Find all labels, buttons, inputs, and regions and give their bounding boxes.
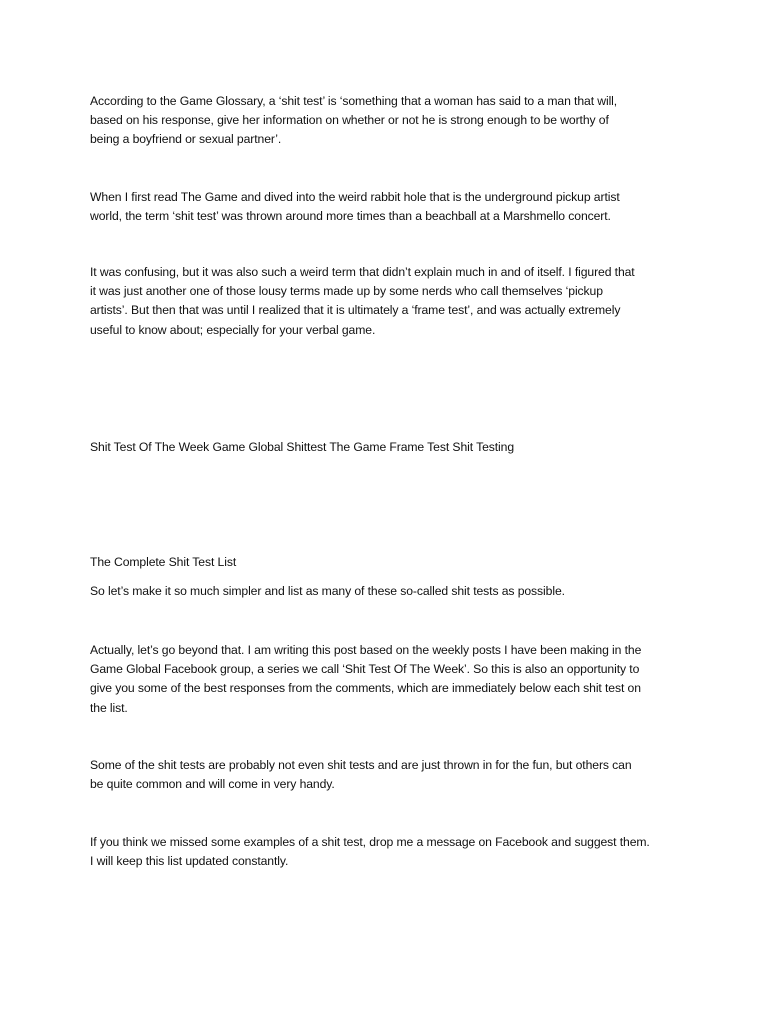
text-line: the list. — [90, 700, 128, 715]
paragraph-confusing-term — [90, 263, 690, 340]
text-line: it was just another one of those lousy terms made up by some nerds who call themselves ‘pickup — [90, 284, 603, 299]
text-line: Shit Test Of The Week Game Global Shittest The Game Frame Test Shit Testing — [90, 440, 514, 454]
paragraph-go-beyond — [90, 641, 690, 718]
text-line: Some of the shit tests are probably not even shit tests and are just thrown in for the fun, but others can — [90, 758, 632, 772]
section-heading — [90, 553, 690, 572]
text-line: world, the term ‘shit test’ was thrown around more times than a beachball at a Marshmello concert. — [90, 209, 611, 224]
paragraph-glossary-definition — [90, 92, 690, 150]
text-line: artists’. But then that was until I realized that it is ultimately a ‘frame test’, and was actually extremely — [90, 303, 621, 318]
paragraph-make-simpler — [90, 582, 690, 601]
tags-line — [90, 438, 690, 457]
text-line: based on his response, give her information on whether or not he is strong enough to be worthy of — [90, 113, 609, 128]
text-line: So let’s make it so much simpler and list as many of these so-called shit tests as possible. — [90, 584, 565, 598]
text-line: Actually, let’s go beyond that. I am writing this post based on the weekly posts I have been making in the — [90, 643, 642, 657]
text-line: be quite common and will come in very handy. — [90, 777, 335, 792]
text-line: It was confusing, but it was also such a weird term that didn’t explain much in and of itself. I figured that — [90, 265, 635, 279]
text-line: When I first read The Game and dived into the weird rabbit hole that is the underground pickup artist — [90, 190, 620, 204]
paragraph-missed-examples — [90, 833, 690, 871]
text-line: According to the Game Glossary, a ‘shit test’ is ‘something that a woman has said to a man that will, — [90, 94, 618, 108]
text-line: give you some of the best responses from the comments, which are immediately below each shit test on — [90, 681, 641, 696]
text-line: If you think we missed some examples of a shit test, drop me a message on Facebook and suggest them. — [90, 835, 650, 849]
paragraph-first-read — [90, 188, 690, 226]
text-line: I will keep this list updated constantly. — [90, 854, 289, 869]
text-line: Game Global Facebook group, a series we call ‘Shit Test Of The Week’. So this is also an opportunity to — [90, 662, 640, 677]
text-line: The Complete Shit Test List — [90, 555, 237, 569]
text-line: useful to know about; especially for your verbal game. — [90, 322, 376, 337]
paragraph-not-even-tests — [90, 756, 690, 794]
text-line: being a boyfriend or sexual partner’. — [90, 132, 282, 147]
